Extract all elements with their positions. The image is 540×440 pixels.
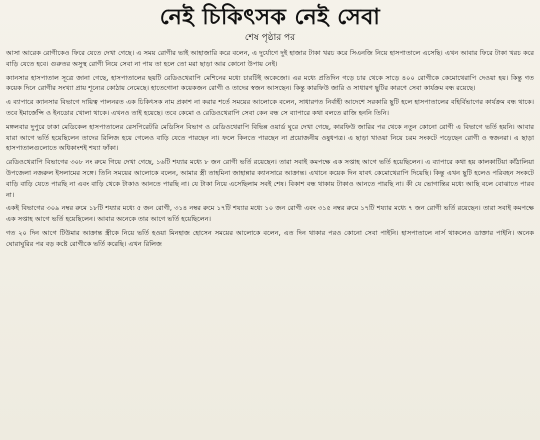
continued-from-line: শেষ পৃষ্ঠার পর [244,33,296,43]
paragraph: মঙ্গলবার দুপুরে ঢাকা মেডিকেল হাসপাতালের রেসপিরেটরি মেডিসিন বিভাগ ও রেডিওথেরাপি বিভিন্ন ওয়ার্ড ঘুরে দেখা গেছে, কারফিউ জারির পর থেকে নতুন কোনো রোগী এ বিভাগে ভর্তি হয়নি। আবার যারা আগে ভর্তি হয়েছিলেন তাদের রিলিজ হয়ে গেলেও বাড়ি যেতে পারছেন না। ফলে কিনতে পারছেন না প্রয়োজনীয় ওষুধপত্র। এ ছাড়া খাওয়া নিয়ে চরম সংকটে পড়েছেন রোগী ও স্বজনরা। এ ছাড়া হাসপাতালগুলোতে অধিকাংশই শয্যা ফাঁকা। [6,122,534,153]
paragraph: এ ব্যাপারে ক্যানসার বিভাগে দায়িত্ব পালনরত এক চিকিৎসক নাম প্রকাশ না করার শর্তে সময়ের আলোকে বলেন, সাধারণত নির্বাহী আদেশে সরকারি ছুটি হলে হাসপাতালের বহির্বিভাগের কার্যক্রম বন্ধ থাকে। তবে ইমার্জেন্সি ও ইনডোর খোলা থাকে। এখনও তাই হয়েছে। তবে কেমো ও রেডিওথেরাপি সেবা কেন বন্ধ সে ব্যাপারে কথা বলতে রাজি হননি তিনি। [6,98,534,117]
article-headline: নেই চিকিৎসক নেই সেবা [159,4,381,30]
paragraph: আসা আরেক রোগীকেও ফিরে যেতে দেখা গেছে। এ সময় রোগীর ভাই আহাজারি করে বলেন, এ দুর্যোগে দুই হাজার টাকা খরচ করে সিএনজি নিয়ে হাসপাতালে এসেছি। এখন আবার ফিরে টাকা খরচ করে বাড়ি যেতে হবে। গুরুতর অসুস্থ রোগী নিয়ে সেবা না পায় তা হলে তো মরা ছাড়া আর কোনো উপায় নেই। [6,49,534,68]
paragraph: গত ২০ দিন আগে টিউমার আক্রান্ত স্ত্রীকে নিয়ে ভর্তি হওয়া মিনহাজ হোসেন সময়ের আলোকে বলেন, এত দিন থাকার পরও কোনো সেবা পাইনি। হাসপাতালে নার্স থাকলেও ডাক্তার পাইনি। অনেক ঘোরাঘুরির পর বড় কষ্টে রোগীকে ভর্তি করেছি। এখন রিলিজ [6,228,534,248]
paragraph: ক্যানসার হাসপাতাল সূত্রে জানা গেছে, হাসপাতালের ছয়টি রেডিওথেরাপি মেশিনের মধ্যে চারটিই অকেজো। এর মধ্যে প্রতিদিন গড়ে চার থেকে সাড়ে ৪০০ রোগীকে কেমোথেরাপি দেওয়া হয়। কিন্তু গত কয়েক দিনে রোগীর সংখ্যা প্রায় শূন্যের কোঠায় নেমেছে। হাতেগোনা কয়েকজন রোগী ও তাদের স্বজন আসছেন। কিন্তু কারফিউ জারি ও সাধারণ ছুটির কারণে সেবা কার্যক্রম বন্ধ রয়েছে। [6,73,534,93]
article-body [6,48,534,250]
paragraph: একই বিভাগের ৩০৯ নম্বর রুমে ১৮টি শয্যার মধ্যে ৫ জন রোগী, ৩১৪ নম্বর রুমে ১৭টি শয্যার মধ্যে ১০ জন রোগী এবং ৩১৫ নম্বর রুমে ১৭টি শয্যার মধ্যে ৭ জন রোগী ভর্তি রয়েছেন। তারা সবাই কমপক্ষে এক সপ্তাহ আগে ভর্তি হয়েছিলেন। আবার অনেকে তার আগে ভর্তি হয়েছিলেন। [6,204,534,224]
paragraph: রেডিওথেরাপি বিভাগের ৩০৮ নং রুমে গিয়ে দেখা গেছে, ১৬টি শয্যার মধ্যে ৮ জন রোগী ভর্তি রয়েছেন। তারা সবাই কমপক্ষে এক সপ্তাহ আগে ভর্তি হয়েছিলেন। এ ব্যাপারে কথা হয় কালকাটিয়া কাঁঠালিয়া উপজেলা নজরুল ইসলামের সঙ্গে। তিনি সময়ের আলোকে বলেন, আমার স্ত্রী তাহমিনা জাহান্নার ক্যানসারে আক্রান্ত। এখানে কয়েক দিন যাবৎ কেমোথেরাপি দিয়েছি। কিন্তু এখন ছুটি হলেও পরিবহন সংকটে বাড়ি বাড়ি যেতে পারছি না এবং বাড়ি থেকে টাকাও আনতে পারছি না। যে টাকা নিয়ে এসেছিলাম সবই শেষ। বিকাশ বন্ধ থাকায় টাকাও আনতে পারছি না। কী যে ভোগান্তির মধ্যে আছি বলে বোঝাতে পারব না। [6,158,534,199]
